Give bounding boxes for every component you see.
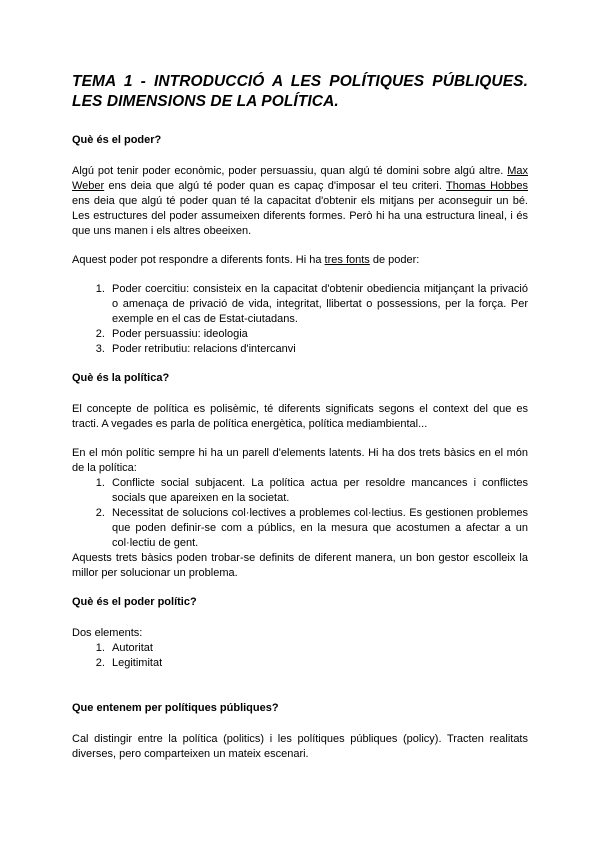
paragraph-dos-elements: Dos elements: bbox=[72, 627, 143, 639]
list-poder-politic-elements bbox=[72, 641, 528, 671]
paragraph-poder-definition bbox=[72, 164, 528, 239]
text-fragment: de poder: bbox=[369, 254, 420, 266]
text-fragment: ens deia que algú té poder quan té la capacitat d'obtenir els mitjans per aconseguir un bé. Les estructures del poder assumeixen diferents formes. Però hi ha una estructura lineal, i és que uns manen i els altres obeeixen. bbox=[72, 195, 528, 237]
list-item: 1. Poder coercitiu: consisteix en la capacitat d'obtenir obediencia mitjançant la privació o amenaça de privació de vida, integritat, llibertat o possessions, per la força. Per exemple en el cas de Estat-ciutadans. bbox=[108, 282, 528, 327]
text-fragment: Algú pot tenir poder econòmic, poder persuassiu, quan algú té domini sobre algú altre. bbox=[72, 165, 508, 177]
paragraph-politiques-publiques: Cal distingir entre la política (politics) i les polítiques públiques (policy). Tracten realitats diverses, pero comparteixen un mateix escenari. bbox=[72, 733, 528, 760]
link-thomas-hobbes[interactable]: Thomas Hobbes bbox=[446, 180, 528, 192]
paragraph-poder-sources bbox=[72, 253, 528, 268]
list-item: 2. Necessitat de solucions col·lectives a problemes col·lectius. Es gestionen problemes que poden definir-se com a públics, en la mesura que acostumen a afectar a un col·lectiu de gent. bbox=[108, 506, 528, 551]
paragraph-politica-concept: El concepte de política es polisèmic, té diferents significats segons el context del que es tracti. A vegades es parla de política energètica, política mediambiental... bbox=[72, 403, 528, 430]
list-item: 3. Poder retributiu: relacions d'intercanvi bbox=[108, 342, 528, 357]
link-tres-fonts[interactable]: tres fonts bbox=[324, 254, 370, 266]
text-fragment: ens deia que algú té poder quan es capaç d'imposar el teu criteri. bbox=[104, 180, 447, 192]
list-item: 1. Conflicte social subjacent. La política actua per resoldre mancances i conflictes socials que apareixen en la societat. bbox=[108, 476, 528, 506]
text-fragment: Aquest poder pot respondre a diferents fonts. Hi ha bbox=[72, 254, 325, 266]
section-heading-politiques-publiques: Que entenem per polítiques públiques? bbox=[72, 702, 279, 714]
link-max-weber[interactable]: Max Weber bbox=[72, 165, 528, 192]
document-title: TEMA 1 - INTRODUCCIÓ A LES POLÍTIQUES PÚBLIQUES. LES DIMENSIONS DE LA POLÍTICA. bbox=[72, 73, 528, 110]
paragraph-politica-traits-summary: Aquests trets bàsics poden trobar-se definits de diferent manera, un bon gestor escolleix la millor per solucionar un problema. bbox=[72, 552, 528, 579]
section-heading-poder: Què és el poder? bbox=[72, 134, 162, 146]
paragraph-politica-elements: En el món polític sempre hi ha un parell d'elements latents. Hi ha dos trets bàsics en el món de la política: bbox=[72, 447, 528, 474]
section-heading-poder-politic: Què és el poder polític? bbox=[72, 596, 197, 608]
list-poder-sources bbox=[72, 282, 528, 357]
section-heading-politica: Què és la política? bbox=[72, 372, 170, 384]
list-item: 2. Poder persuassiu: ideologia bbox=[108, 327, 528, 342]
list-politica-traits bbox=[72, 476, 528, 551]
list-item: 2. Legitimitat bbox=[108, 656, 528, 671]
list-item: 1. Autoritat bbox=[108, 641, 528, 656]
